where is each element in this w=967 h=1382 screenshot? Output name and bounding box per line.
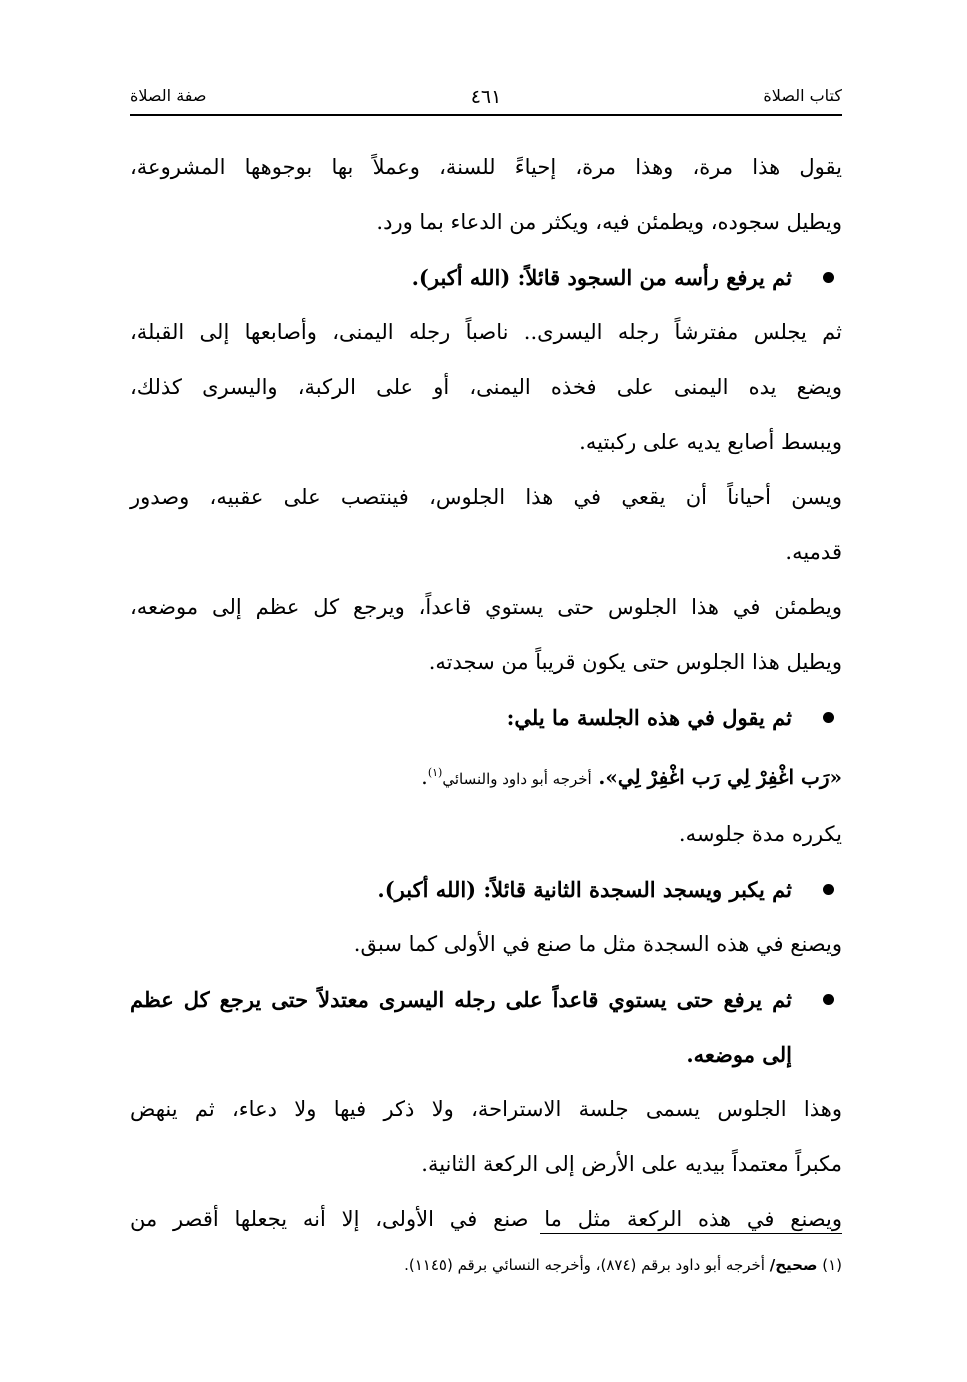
paragraph-line: وهذا الجلوس يسمى جلسة الاستراحة، ولا ذكر فيها ولا دعاء، ثم ينهض bbox=[130, 1097, 842, 1121]
paragraph-line: يقول هذا مرة، وهذا مرة، إحياءً للسنة، وعملاً بها بوجوهها المشروعة، bbox=[130, 155, 842, 179]
paragraph-line: مكبراً معتمداً بيديه على الأرض إلى الركعة الثانية. bbox=[421, 1152, 842, 1176]
paragraph-line: ويطيل هذا الجلوس حتى يكون قريباً من سجدته. bbox=[428, 650, 842, 674]
book-title: كتاب الصلاة bbox=[763, 86, 842, 105]
dua-source: أخرجه أبو داود والنسائي bbox=[442, 770, 592, 788]
bullet-item bbox=[130, 862, 842, 917]
bullet-text: ثم يرفع رأسه من السجود قائلاً: (الله أكبر). bbox=[411, 265, 792, 290]
bullet-dot-icon bbox=[823, 884, 834, 895]
footnote-grade: صحيح/ bbox=[769, 1256, 818, 1274]
paragraph-line: ويصنع في هذه السجدة مثل ما صنع في الأولى كما سبق. bbox=[353, 932, 842, 956]
paragraph-line: ثم يجلس مفترشاً رجله اليسرى.. ناصباً رجله اليمنى، وأصابعها إلى القبلة، bbox=[130, 320, 842, 344]
footnote bbox=[404, 1256, 842, 1274]
paragraph-line: يكرره مدة جلوسه. bbox=[678, 822, 842, 846]
paragraph-line: ويصنع في هذه الركعة مثل ما صنع في الأولى، إلا أنه يجعلها أقصر من bbox=[130, 1207, 842, 1231]
bullet-item bbox=[130, 972, 842, 1082]
page-number: ٤٦١ bbox=[470, 86, 502, 108]
dua-end: . bbox=[421, 765, 428, 789]
paragraph-line: قدميه. bbox=[785, 540, 842, 564]
dua-text: «رَب اغْفِرْ لِي رَب اغْفِرْ لِي». bbox=[598, 765, 842, 789]
bullet-text: إلى موضعه. bbox=[686, 1042, 792, 1067]
chapter-title: صفة الصلاة bbox=[130, 86, 207, 105]
footnote-divider bbox=[540, 1233, 842, 1234]
bullet-dot-icon bbox=[823, 994, 834, 1005]
footnote-marker[interactable]: (١) bbox=[427, 766, 443, 779]
paragraph-line: ويطيل سجوده، ويطمئن فيه، ويكثر من الدعاء بما ورد. bbox=[376, 210, 842, 234]
footnote-text: أخرجه أبو داود برقم (٨٧٤)، وأخرجه النسائي برقم (١١٤٥). bbox=[404, 1256, 765, 1274]
bullet-dot-icon bbox=[823, 712, 834, 723]
paragraph-line: ويطمئن في هذا الجلوس حتى يستوي قاعداً، ويرجع كل عظم إلى موضعه، bbox=[130, 595, 842, 619]
dua-line bbox=[130, 745, 842, 807]
bullet-item bbox=[130, 690, 842, 745]
running-header bbox=[130, 84, 842, 116]
bullet-text: ثم يكبر ويسجد السجدة الثانية قائلاً: (الله أكبر). bbox=[377, 877, 792, 902]
bullet-item bbox=[130, 250, 842, 305]
footnote-number: (١) bbox=[822, 1256, 842, 1274]
bullet-text: ثم يرفع حتى يستوي قاعداً على رجله اليسرى معتدلاً حتى يرجع كل عظم bbox=[130, 987, 792, 1012]
bullet-text: ثم يقول في هذه الجلسة ما يلي: bbox=[506, 705, 792, 730]
paragraph-line: ويبسط أصابع يديه على ركبتيه. bbox=[579, 430, 842, 454]
bullet-dot-icon bbox=[823, 272, 834, 283]
paragraph-line: ويضع يده اليمنى على فخذه اليمنى، أو على الركبة، واليسرى كذلك، bbox=[130, 375, 842, 399]
page-body bbox=[130, 140, 842, 1247]
paragraph-line: ويسن أحياناً أن يقعي في هذا الجلوس، فينتصب على عقبيه، وصدور bbox=[130, 485, 842, 509]
